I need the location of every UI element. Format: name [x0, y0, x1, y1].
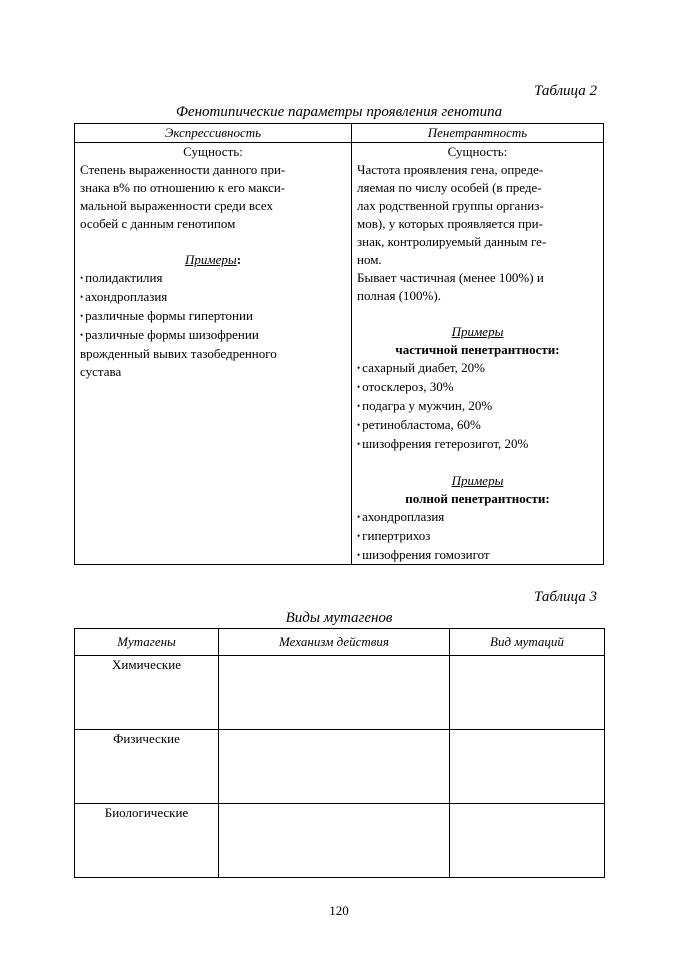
partial-example: • сахарный диабет, 20% — [357, 359, 598, 378]
left-line: знака в% по отношению к его макси- — [80, 180, 286, 195]
table-row — [75, 656, 605, 730]
full-example: • шизофрения гомозигот — [357, 546, 598, 565]
expressivity-header: Экспрессивность — [75, 124, 351, 143]
full-example: • гипертрихоз — [357, 527, 598, 546]
table2 — [74, 123, 604, 565]
mutation-type-cell[interactable] — [450, 804, 605, 878]
left-line: особей с данным генотипом — [80, 216, 236, 231]
table2-label: Таблица 2 — [534, 83, 597, 99]
partial-example: • ретинобластома, 60% — [357, 416, 598, 435]
partial-examples-title: Примеры — [451, 324, 504, 339]
full-examples-title: Примеры — [451, 473, 504, 488]
mutation-type-cell[interactable] — [450, 656, 605, 730]
mutation-type-cell[interactable] — [450, 730, 605, 804]
right-line: ляемая по числу особей (в преде- — [357, 180, 542, 195]
table3-label: Таблица 3 — [534, 589, 597, 605]
mutation-type-header: Вид мутаций — [450, 629, 605, 656]
left-extra-line: сустава — [80, 364, 122, 379]
left-examples-title: Примеры — [184, 252, 237, 267]
left-example: • ахондроплазия — [80, 288, 346, 307]
right-line: ном. — [357, 252, 382, 267]
essence-label-right: Сущность: — [447, 144, 508, 159]
expressivity-column — [75, 124, 352, 564]
mechanism-cell[interactable] — [219, 730, 450, 804]
left-extra-line: врожденный вывих тазобедренного — [80, 346, 277, 361]
table3 — [74, 628, 605, 878]
partial-example: • подагра у мужчин, 20% — [357, 397, 598, 416]
table2-title: Фенотипические параметры проявления генотипа — [175, 104, 503, 120]
essence-label-left: Сущность: — [183, 144, 243, 159]
right-line: лах родственной группы организ- — [357, 198, 544, 213]
partial-examples-subtitle: частичной пенетрантности: — [395, 342, 560, 357]
mutagen-biological: Биологические — [75, 804, 219, 878]
partial-example: • шизофрения гетерозигот, 20% — [357, 435, 598, 454]
table3-header-row — [75, 629, 605, 656]
right-line: полная (100%). — [357, 288, 441, 303]
mutagens-header: Мутагены — [75, 629, 219, 656]
penetrance-header: Пенетрантность — [352, 124, 603, 143]
page-number: 120 — [329, 903, 349, 918]
left-example: • различные формы гипертонии — [80, 307, 346, 326]
right-line: Частота проявления гена, опреде- — [357, 162, 544, 177]
table3-title: Виды мутагенов — [285, 610, 393, 626]
mechanism-cell[interactable] — [219, 804, 450, 878]
left-line: Степень выраженности данного при- — [80, 162, 286, 177]
partial-example: • отосклероз, 30% — [357, 378, 598, 397]
right-line: знак, контролируемый данным ге- — [357, 234, 547, 249]
mutagen-physical: Физические — [75, 730, 219, 804]
left-line: мальной выраженности среди всех — [80, 198, 274, 213]
right-line: мов), у которых проявляется при- — [357, 216, 543, 231]
mechanism-cell[interactable] — [219, 656, 450, 730]
table-row — [75, 730, 605, 804]
left-example: • полидактилия — [80, 269, 346, 288]
left-example: • различные формы шизофрении — [80, 326, 346, 345]
penetrance-column — [352, 124, 603, 564]
mutagen-chemical: Химические — [75, 656, 219, 730]
table-row — [75, 804, 605, 878]
full-example: • ахондроплазия — [357, 508, 598, 527]
left-examples-title-line: Примеры: — [184, 252, 242, 267]
full-examples-subtitle: полной пенетрантности: — [405, 491, 550, 506]
mechanism-header: Механизм действия — [219, 629, 450, 656]
right-line: Бывает частичная (менее 100%) и — [357, 270, 544, 285]
